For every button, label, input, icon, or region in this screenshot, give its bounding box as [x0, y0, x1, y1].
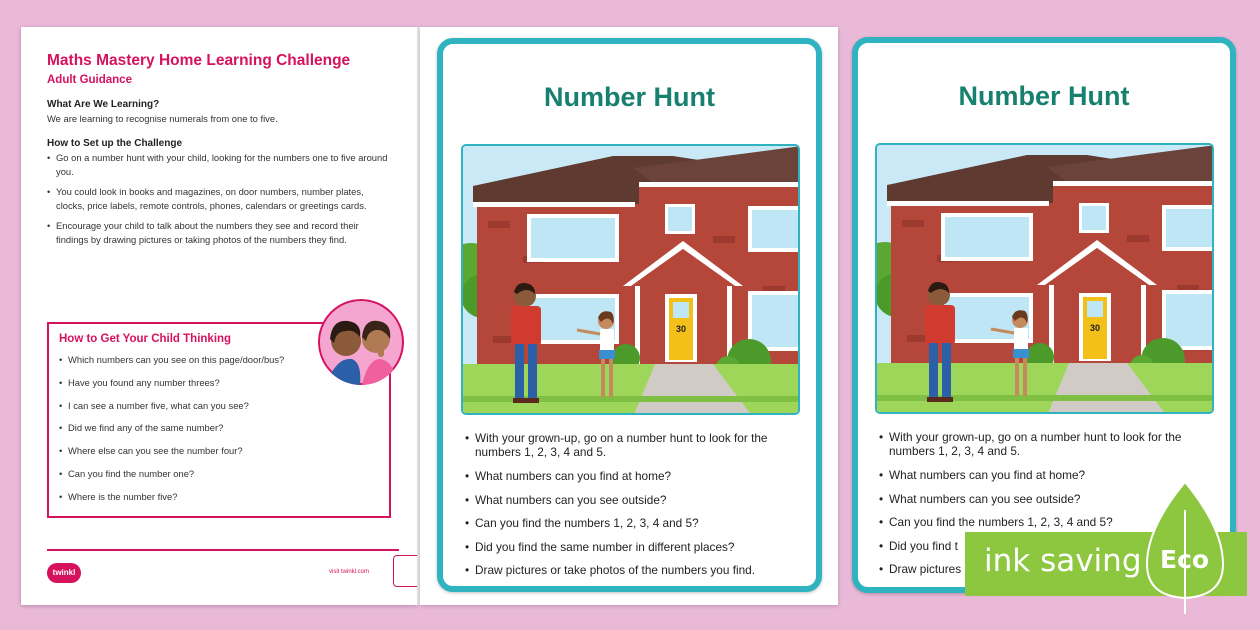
list-item: • I can see a number five, what can you see? [59, 399, 379, 413]
list-item: • Draw pictures [879, 562, 1220, 576]
setup-heading: How to Set up the Challenge [47, 138, 183, 149]
list-item: • What numbers can you see outside? [879, 492, 1220, 506]
list-item: • Did you find t [879, 539, 1220, 553]
list-item: • What numbers can you see outside? [465, 493, 806, 507]
list-item: • Which numbers can you see on this page/door/bus? [59, 353, 379, 367]
door-number: 30 [1090, 323, 1101, 333]
door-number: 30 [676, 324, 687, 334]
guide-footer [47, 549, 399, 589]
list-item: • What numbers can you find at home? [465, 469, 806, 483]
list-item: • With your grown-up, go on a number hunt to look for the numbers 1, 2, 3, 4 and 5. [465, 431, 806, 460]
thinking-heading: How to Get Your Child Thinking [59, 333, 232, 345]
list-item: • Where else can you see the number four? [59, 444, 379, 458]
adult-guidance-sheet [21, 27, 417, 605]
list-item: • With your grown-up, go on a number hunt to look for the numbers 1, 2, 3, 4 and 5. [879, 430, 1220, 459]
card-title: Number Hunt [958, 81, 1130, 111]
guide-title: Maths Mastery Home Learning Challenge [47, 52, 351, 69]
list-item: • Did we find any of the same number? [59, 421, 379, 435]
card-instructions [465, 431, 806, 587]
twinkl-logo: twinkl [47, 563, 81, 583]
footer-url: visit twinkl.com [329, 569, 370, 575]
learning-heading: What Are We Learning? [47, 99, 160, 110]
list-item: • Have you found any number threes? [59, 376, 379, 390]
list-item: • Can you find the numbers 1, 2, 3, 4 and 5? [879, 515, 1220, 529]
number-hunt-card [437, 38, 822, 592]
list-item: • Can you find the numbers 1, 2, 3, 4 and 5? [465, 516, 806, 530]
list-item: • You could look in books and magazines, on door numbers, number plates, clocks, price labels, remote controls, phones, calendars or greetings cards. [47, 185, 391, 212]
list-item: • Encourage your child to talk about the numbers they see and record their findings by drawing pictures or taking photos of the numbers they find. [47, 219, 391, 246]
thinking-list [59, 353, 379, 503]
setup-list [47, 151, 391, 246]
list-item: • Go on a number hunt with your child, looking for the numbers one to five around you. [47, 151, 391, 178]
eco-word: Eco [1160, 545, 1210, 574]
list-item: • Can you find the number one? [59, 467, 379, 481]
list-item: • Draw pictures or take photos of the numbers you find. [465, 563, 806, 577]
card-title: Number Hunt [544, 82, 715, 112]
house-scene-illustration [461, 144, 800, 415]
list-item: • Where is the number five? [59, 490, 379, 504]
house-scene-illustration [875, 143, 1214, 414]
thinking-children-illustration [318, 299, 404, 385]
footer-divider [47, 549, 399, 551]
activity-page [420, 27, 838, 605]
list-item: • Did you find the same number in different places? [465, 540, 806, 554]
list-item: • What numbers can you find at home? [879, 468, 1220, 482]
eco-label: ink saving [984, 543, 1142, 579]
guide-subtitle: Adult Guidance [47, 74, 132, 86]
learning-text: We are learning to recognise numerals from one to five. [47, 113, 278, 124]
